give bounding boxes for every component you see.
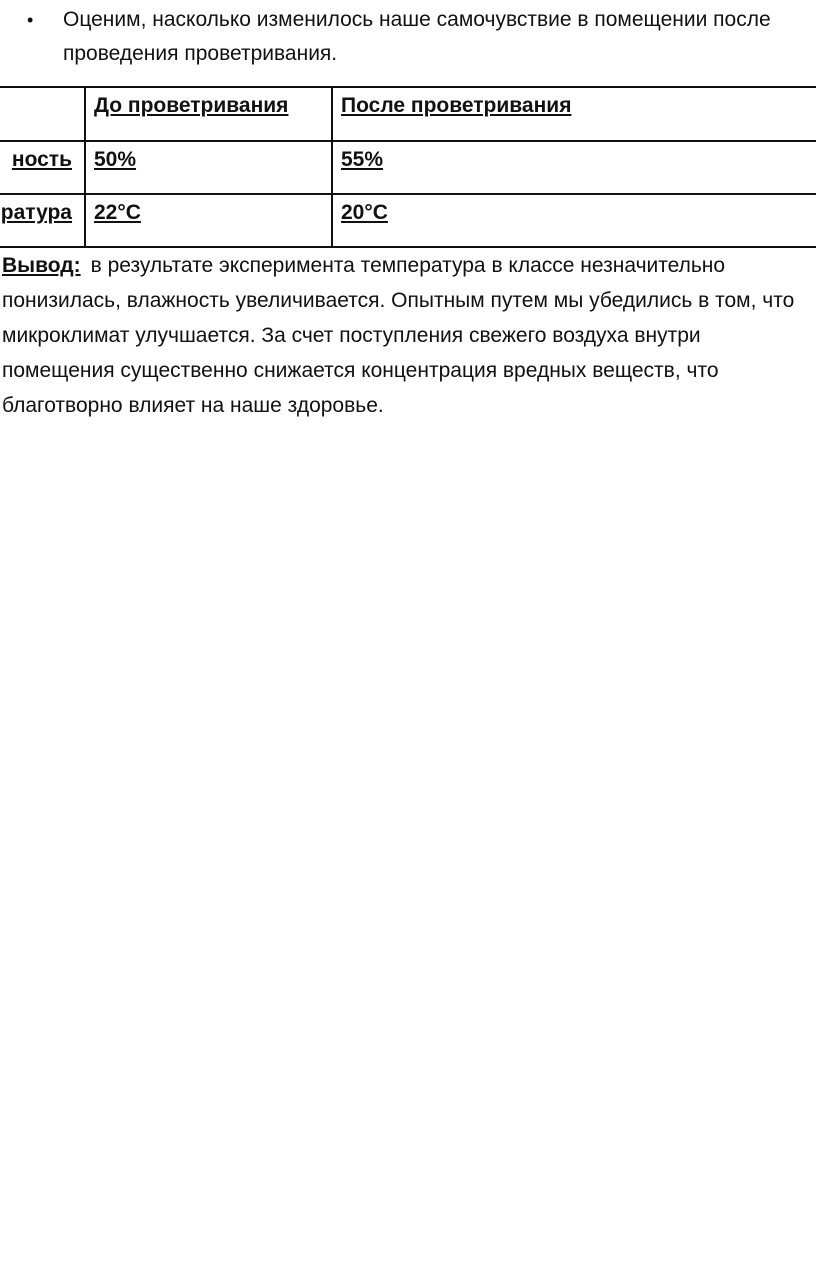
conclusion-label: Вывод: (2, 254, 81, 277)
table-row (0, 141, 816, 194)
table-cell: ратура (0, 194, 85, 247)
table-header-cell: После проветривания (332, 87, 816, 141)
table-cell: 22°С (85, 194, 332, 247)
table-cell: 50% (85, 141, 332, 194)
table-cell: 55% (332, 141, 816, 194)
table-cell: 20°С (332, 194, 816, 247)
bullet-icon: • (27, 10, 34, 30)
table-header-cell (0, 87, 85, 141)
table-header-row (0, 87, 816, 141)
bullet-text: Оценим, насколько изменилось наше самочувствие в помещении после проведения проветривания. (63, 8, 771, 65)
table-header-cell: До проветривания (85, 87, 332, 141)
table-cell: ность (0, 141, 85, 194)
comparison-table (0, 86, 816, 248)
conclusion-paragraph (2, 248, 812, 423)
table-row (0, 194, 816, 247)
conclusion-text: в результате эксперимента температура в классе незначительно понизилась, влажность увеличивается. Опытным путем мы убедились в том, что микроклимат улучшается. За счет поступления свежего воздуха внутри помещения существенно снижается концентрация вредных веществ, что благотворно влияет на наше здоровье. (2, 254, 795, 417)
